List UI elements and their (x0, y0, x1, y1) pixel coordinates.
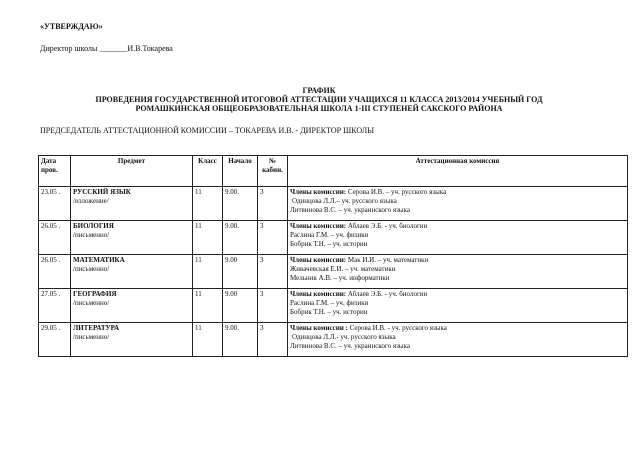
cell-date: 26.05 . (39, 255, 71, 289)
approve-stamp: «УТВЕРЖДАЮ» (40, 22, 103, 31)
member: Одинцова Л.Л.– уч. русского языка (292, 197, 397, 205)
subject-name: ЛИТЕРАТУРА (73, 324, 120, 332)
member: Бобрик Т.Н. – уч. истории (290, 308, 368, 316)
member: Аблаев Э.Б. - уч. биологии (347, 290, 428, 298)
cell-subject (71, 289, 193, 323)
member: Одинцова Л.Л.- уч. русского языка (292, 333, 396, 341)
header-date: Дата пров. (39, 156, 71, 187)
member: Живачевская Е.И. – уч. математики (290, 265, 396, 273)
cell-commission (288, 255, 628, 289)
table-row (39, 221, 628, 255)
member: Мельник А.В. – уч. информатики (290, 274, 390, 282)
member: Литвинова В.С. – уч. украинского языка (290, 342, 410, 350)
subject-name: ГЕОГРАФИЯ (73, 290, 117, 298)
header-commission: Аттестационная комиссия (288, 156, 628, 187)
table-header-row (39, 156, 628, 187)
cell-class: 11 (193, 289, 223, 323)
member: Раслина Г.М. – уч. физики (290, 299, 369, 307)
cell-room: 3 (258, 221, 288, 255)
header-class: Класс (193, 156, 223, 187)
cell-room: 3 (258, 187, 288, 221)
cell-room: 3 (258, 289, 288, 323)
cell-start: 9.00. (223, 187, 258, 221)
cell-date: 29.05 . (39, 323, 71, 357)
member: Литвинова В.С. – уч. украинского языка (290, 206, 410, 214)
exam-schedule-table (38, 155, 628, 357)
header-room: № кабин. (258, 156, 288, 187)
cell-commission (288, 221, 628, 255)
table-row (39, 323, 628, 357)
cell-class: 11 (193, 187, 223, 221)
cell-date: 23.05 . (39, 187, 71, 221)
members-label: Члены комиссии: (290, 256, 347, 264)
cell-date: 26.05 . (39, 221, 71, 255)
cell-subject (71, 221, 193, 255)
cell-room: 3 (258, 323, 288, 357)
subject-name: МАТЕМАТИКА (73, 256, 125, 264)
cell-class: 11 (193, 323, 223, 357)
cell-subject (71, 255, 193, 289)
members-label: Члены комиссии: (290, 222, 347, 230)
cell-commission (288, 323, 628, 357)
cell-subject (71, 323, 193, 357)
school-name: РОМАШКИНСКАЯ ОБЩЕОБРАЗОВАТЕЛЬНАЯ ШКОЛА 1-III СТУПЕНЕЙ САКСКОГО РАЙОНА (135, 104, 503, 113)
cell-start: 9.00. (223, 221, 258, 255)
cell-start: 9.00 (223, 289, 258, 323)
subject-form: /письменно/ (73, 333, 110, 341)
table-row (39, 255, 628, 289)
cell-start: 9.00 (223, 255, 258, 289)
members-label: Члены комиссии : (290, 324, 348, 332)
doc-subtitle: ПРОВЕДЕНИЯ ГОСУДАРСТВЕННОЙ ИТОГОВОЙ АТТЕСТАЦИИ УЧАЩИХСЯ 11 КЛАССА 2013/2014 УЧЕБНЫЙ ГОД (95, 95, 543, 104)
commission-chair: ПРЕДСЕДАТЕЛЬ АТТЕСТАЦИОННОЙ КОМИССИИ – ТОКАРЕВА И.В. - ДИРЕКТОР ШКОЛЫ (40, 126, 375, 135)
cell-commission (288, 187, 628, 221)
member: Мак И.И. – уч. математики (347, 256, 429, 264)
members-label: Члены комиссии: (290, 290, 347, 298)
table-row (39, 187, 628, 221)
member: Аблаев Э.Б. - уч. биологии (347, 222, 428, 230)
members-label: Члены комиссии: (290, 188, 347, 196)
director-signature-line: Директор школы _______И.В.Токарева (40, 44, 173, 53)
header-subject: Предмет (71, 156, 193, 187)
cell-commission (288, 289, 628, 323)
doc-title: ГРАФИК (302, 86, 336, 95)
member: Бобрик Т.Н. – уч. истории (290, 240, 368, 248)
cell-class: 11 (193, 255, 223, 289)
subject-form: /письменно/ (73, 265, 110, 273)
cell-room: 3 (258, 255, 288, 289)
header-start: Начало (223, 156, 258, 187)
cell-class: 11 (193, 221, 223, 255)
member: Раслина Г.М. – уч. физики (290, 231, 369, 239)
subject-form: /изложение/ (73, 197, 109, 205)
table-row (39, 289, 628, 323)
subject-form: /письменно/ (73, 299, 110, 307)
cell-subject (71, 187, 193, 221)
subject-form: /письменно/ (73, 231, 110, 239)
cell-start: 9.00. (223, 323, 258, 357)
subject-name: БИОЛОГИЯ (73, 222, 114, 230)
subject-name: РУССКИЙ ЯЗЫК (73, 188, 131, 196)
cell-date: 27.05 . (39, 289, 71, 323)
member: Серова И.В. – уч. русского языка (347, 188, 447, 196)
member: Серова И.В. - уч. русского языка (349, 324, 447, 332)
